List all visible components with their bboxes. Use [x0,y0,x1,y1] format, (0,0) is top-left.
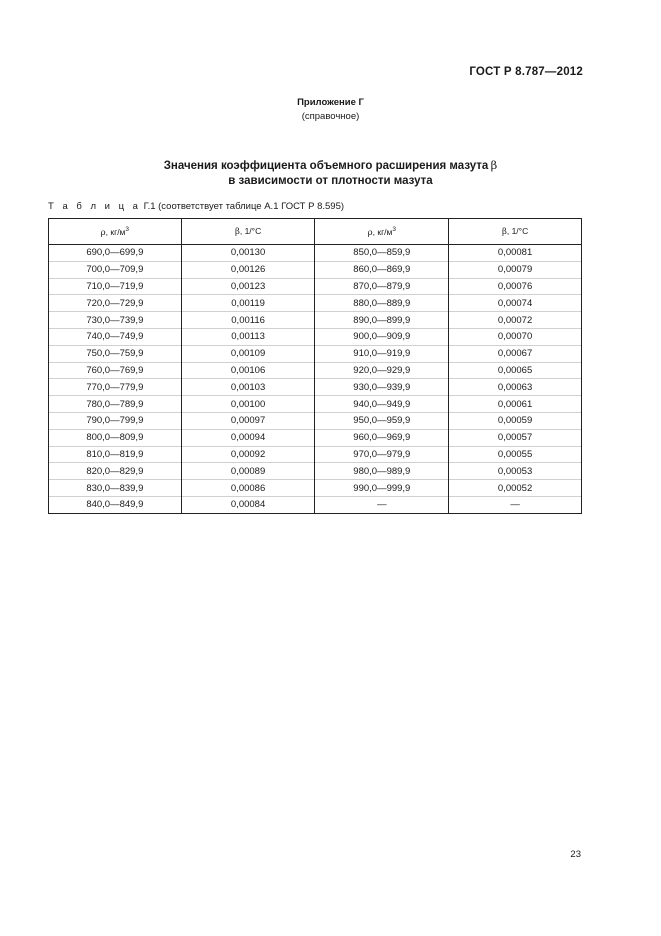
table-cell: 0,00106 [181,362,315,379]
table-cell: 940,0—949,9 [315,396,449,413]
table-cell: 0,00100 [181,396,315,413]
column-header-symbol: ρ [367,227,373,238]
table-cell: 0,00089 [181,463,315,480]
table-cell: 0,00059 [449,412,582,429]
table-cell: 0,00063 [449,379,582,396]
table-cell: 0,00094 [181,429,315,446]
table-cell: 0,00092 [181,446,315,463]
table-row [49,278,582,295]
table-cell: 760,0—769,9 [49,362,182,379]
column-header-unit: , 1/°С [506,226,529,236]
table-body [49,245,582,514]
table-cell: 950,0—959,9 [315,412,449,429]
table-cell: 860,0—869,9 [315,261,449,278]
table-cell: 920,0—929,9 [315,362,449,379]
table-cell: 0,00119 [181,295,315,312]
table-cell: 890,0—899,9 [315,312,449,329]
page-title [0,158,661,189]
table-cell: 750,0—759,9 [49,345,182,362]
table-cell: 970,0—979,9 [315,446,449,463]
table-cell: 830,0—839,9 [49,480,182,497]
table-row [49,261,582,278]
table-row [49,295,582,312]
table-cell: 0,00074 [449,295,582,312]
column-header-symbol: β [234,227,240,237]
caption-text: Г.1 (соответствует таблице А.1 ГОСТ Р 8.595) [140,201,345,212]
table-cell: 0,00116 [181,312,315,329]
table-row [49,379,582,396]
table-cell: 840,0—849,9 [49,496,182,513]
table-caption [48,201,344,212]
table-cell: 730,0—739,9 [49,312,182,329]
column-header-symbol: β [501,227,507,237]
column-header-unit: , кг/м [105,226,126,237]
table-row [49,328,582,345]
table-cell: 810,0—819,9 [49,446,182,463]
table-row [49,412,582,429]
table-row [49,429,582,446]
table-cell: 0,00070 [449,328,582,345]
table-cell: 0,00086 [181,480,315,497]
title-line-1 [0,158,661,174]
table-row [49,480,582,497]
table-cell: 0,00084 [181,496,315,513]
table-cell: 980,0—989,9 [315,463,449,480]
beta-symbol: β [490,158,498,172]
column-header-superscript: 3 [125,225,130,233]
table-cell: 720,0—729,9 [49,295,182,312]
column-header [181,219,315,245]
table-cell: 850,0—859,9 [315,245,449,262]
table-cell: 0,00097 [181,412,315,429]
table-cell: 770,0—779,9 [49,379,182,396]
table-cell: 0,00079 [449,261,582,278]
table-cell: 0,00057 [449,429,582,446]
column-header-unit: , кг/м [372,226,393,237]
column-header-superscript: 3 [392,225,396,233]
column-header [315,219,449,245]
table-cell: 0,00081 [449,245,582,262]
table-cell: 0,00123 [181,278,315,295]
table-cell: 0,00130 [181,245,315,262]
column-header-unit: , 1/°С [239,226,262,236]
table-cell: 0,00072 [449,312,582,329]
caption-prefix: Т а б л и ц а [48,201,141,212]
table-cell: 870,0—879,9 [315,278,449,295]
table-row [49,463,582,480]
table-header-row [49,219,582,245]
table-cell: 820,0—829,9 [49,463,182,480]
table-row [49,496,582,513]
table-cell: 0,00055 [449,446,582,463]
table-cell: — [449,496,582,513]
column-header [449,219,582,245]
table-cell: 690,0—699,9 [49,245,182,262]
appendix-heading [0,96,661,124]
table-cell: 0,00053 [449,463,582,480]
table-cell: 960,0—969,9 [315,429,449,446]
title-line-2: в зависимости от плотности мазута [228,175,433,187]
table-row [49,396,582,413]
table-cell: 790,0—799,9 [49,412,182,429]
table-cell: 0,00065 [449,362,582,379]
table-cell: 740,0—749,9 [49,328,182,345]
table-cell: 800,0—809,9 [49,429,182,446]
table-row [49,446,582,463]
table-cell: 0,00109 [181,345,315,362]
table-cell: 0,00067 [449,345,582,362]
appendix-title: Приложение Г [297,97,364,108]
title-line-1-text: Значения коэффициента объемного расширения мазута [163,160,489,172]
table-cell: 0,00061 [449,396,582,413]
density-expansion-table [48,218,582,514]
table-cell: 0,00113 [181,328,315,345]
table-cell: — [315,496,449,513]
appendix-subtitle: (справочное) [301,111,360,122]
table-cell: 910,0—919,9 [315,345,449,362]
column-header-symbol: ρ [100,227,106,238]
table-cell: 900,0—909,9 [315,328,449,345]
table-cell: 0,00052 [449,480,582,497]
table-row [49,312,582,329]
column-header [49,219,182,245]
table-cell: 880,0—889,9 [315,295,449,312]
document-code: ГОСТ Р 8.787—2012 [469,66,583,78]
table-cell: 710,0—719,9 [49,278,182,295]
table-cell: 0,00103 [181,379,315,396]
table-cell: 0,00126 [181,261,315,278]
table-row [49,362,582,379]
table-cell: 0,00076 [449,278,582,295]
table-row [49,245,582,262]
page-number: 23 [570,849,581,860]
table-cell: 930,0—939,9 [315,379,449,396]
table-cell: 990,0—999,9 [315,480,449,497]
table-cell: 780,0—789,9 [49,396,182,413]
table-row [49,345,582,362]
table-cell: 700,0—709,9 [49,261,182,278]
